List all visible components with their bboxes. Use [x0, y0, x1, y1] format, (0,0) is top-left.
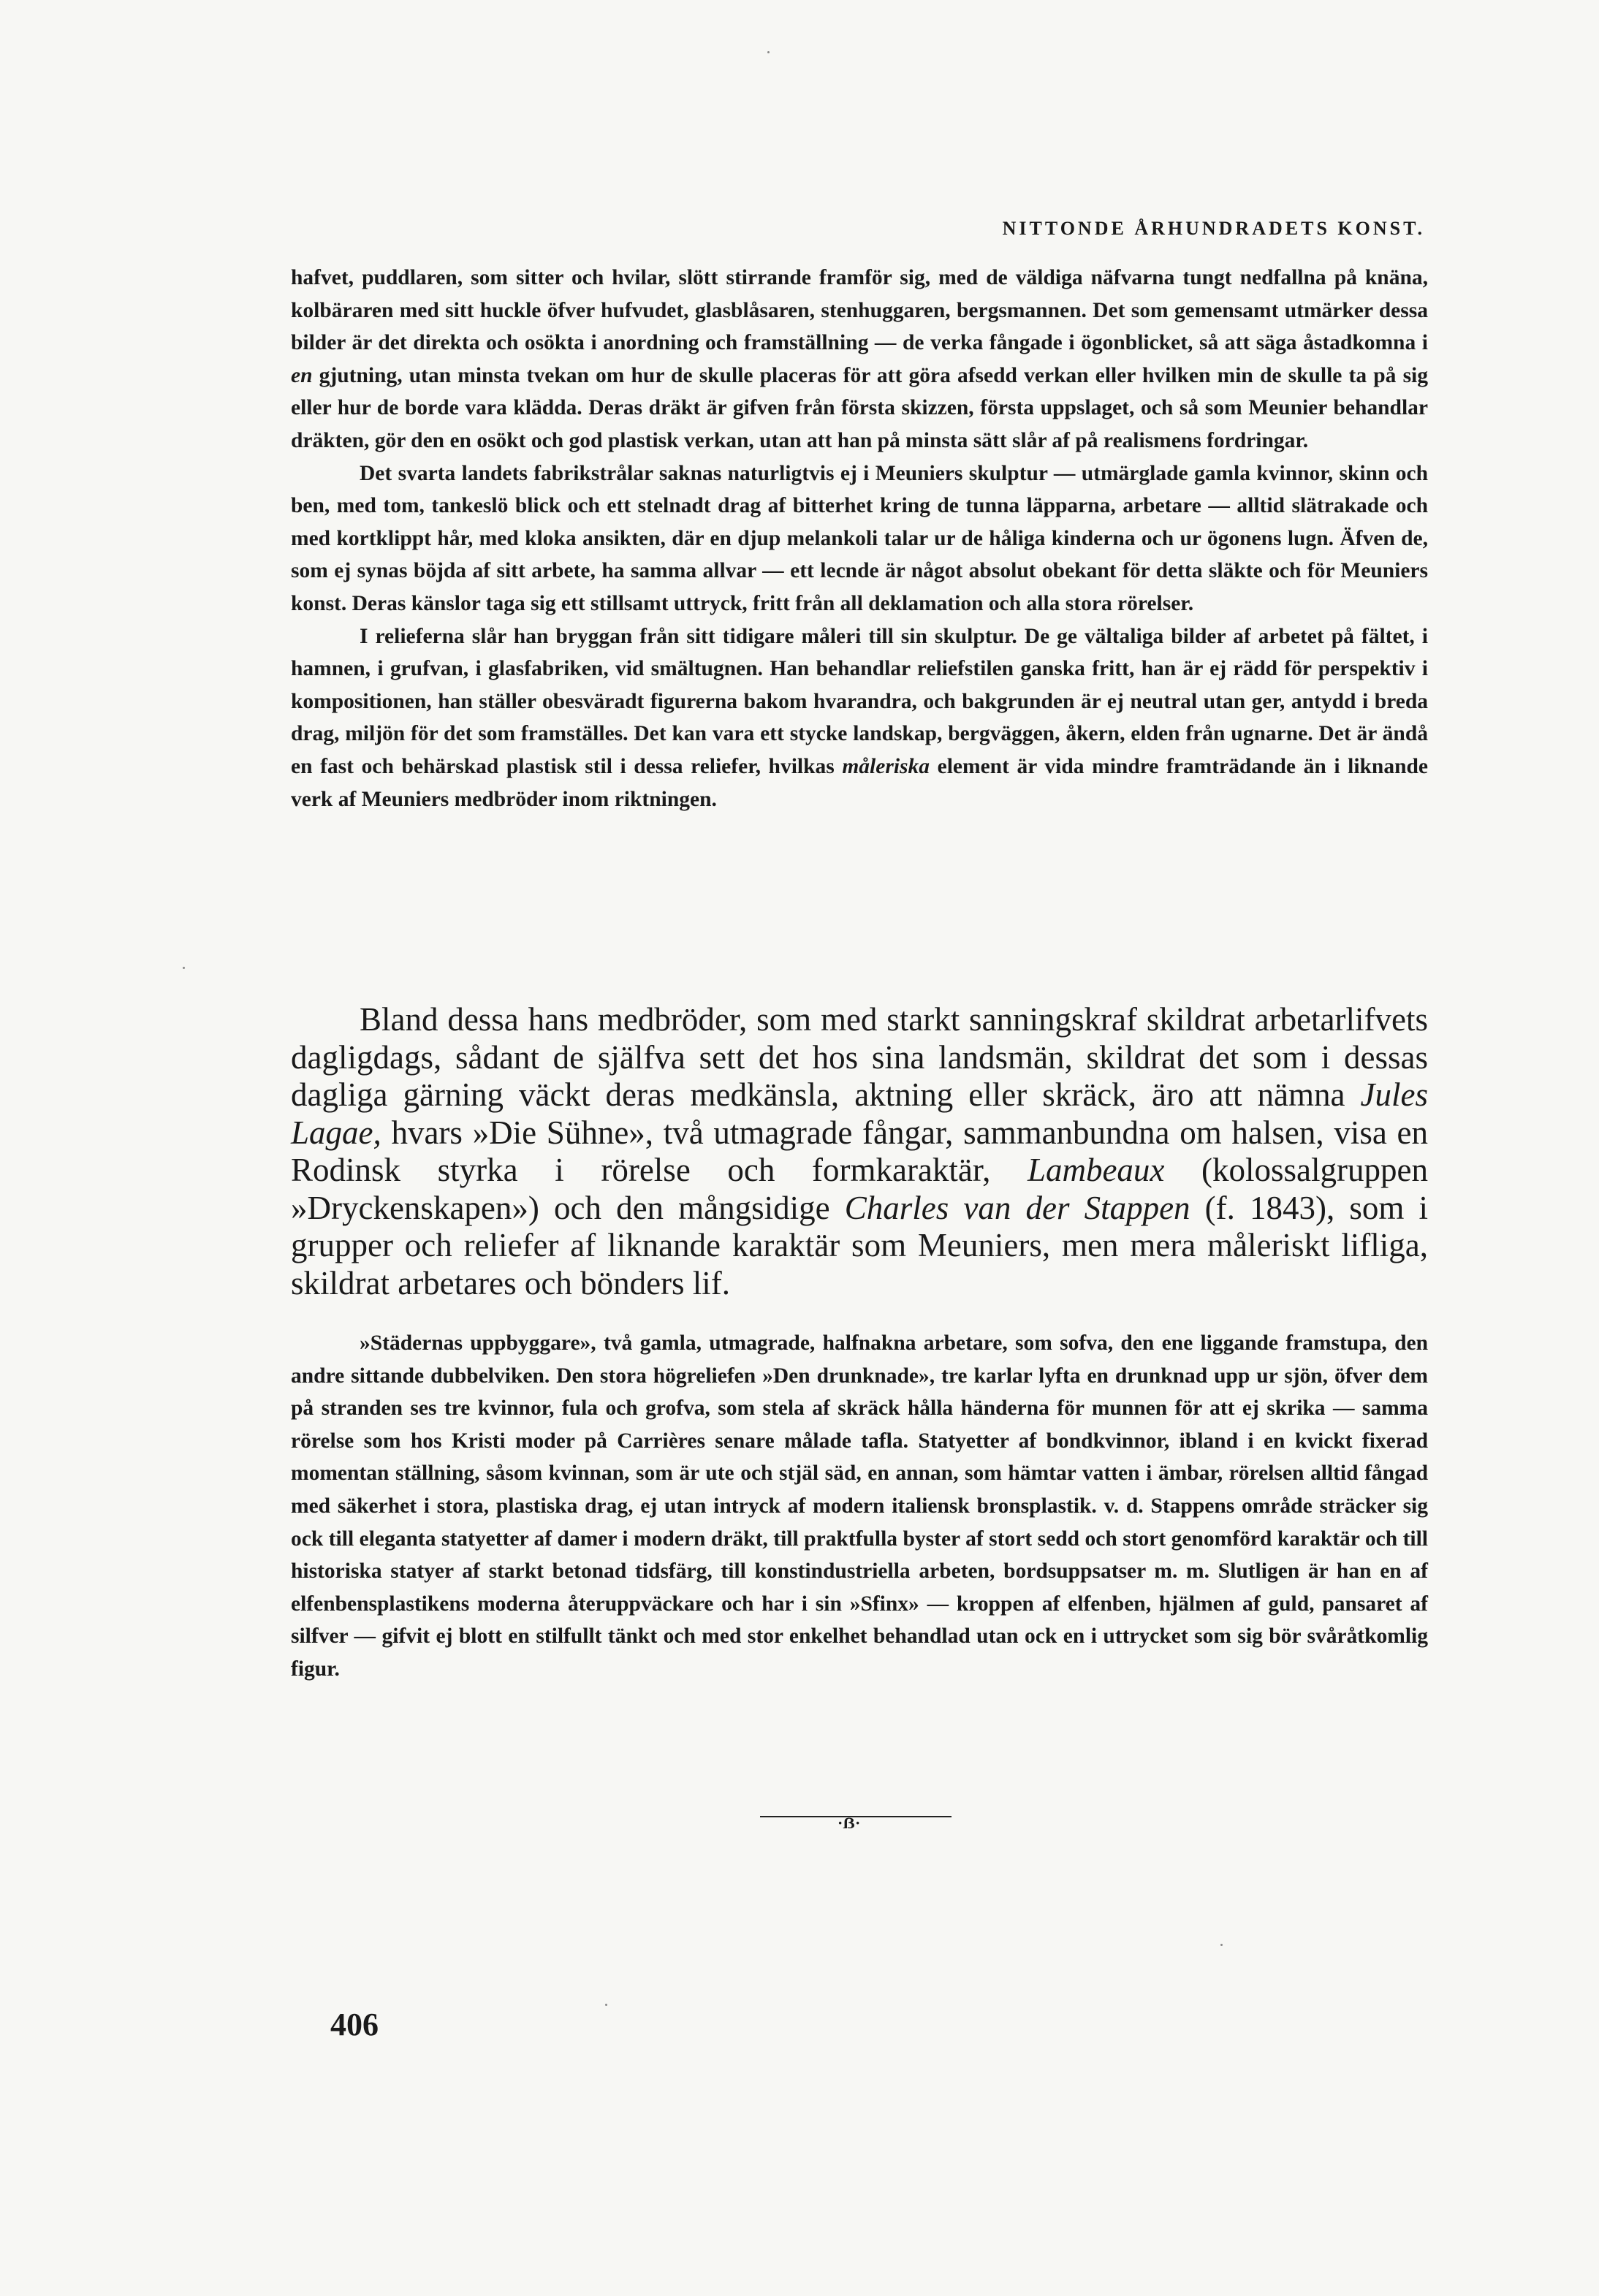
text: (f. 1843), som i grupper och reliefer af liknande karaktär som Meuniers, men mera måleriskt lifliga, skildrat arbetares och bönders lif.	[291, 1189, 1428, 1301]
text: gjutning, utan minsta tvekan om hur de skulle placeras för att göra afsedd verkan eller hvilken min de skulle ta på sig eller hur de borde vara klädda. Deras dräkt är gifven från första skizzen, första uppslaget, och så som Meunier behandlar dräkten, gör den en osökt och god plastisk verkan, utan att han på minsta sätt slår af på realismens fordringar.	[291, 363, 1428, 452]
text: hafvet, puddlaren, som sitter och hvilar, slött stirrande framför sig, med de väldiga näfvarna tungt nedfallna på knäna, kolbäraren med sitt huckle öfver hufvudet, glasblåsaren, stenhuggaren, bergsmannen. Det som gemensamt utmärker dessa bilder är det direkta och osökta i anordning och framställning — de verka fångade i ögonblicket, så att säga åstadkomna i	[291, 266, 1428, 355]
running-header: NITTONDE ÅRHUNDRADETS KONST.	[1002, 218, 1425, 239]
emphasis: en	[291, 363, 313, 387]
emphasis: Charles van der Stappen	[844, 1189, 1190, 1226]
text-block-1	[291, 262, 1428, 816]
speck	[605, 2004, 607, 2006]
text: I relieferna slår han bryggan från sitt tidigare måleri till sin skulptur. De ge vältaliga bilder af arbetet på fältet, i hamnen, i grufvan, i glasfabriken, vid smältugnen. Han behandlar reliefstilen ganska fritt, han är ej rädd för perspektiv i kompositionen, han ställer obesväradt figurerna bakom hvarandra, och bakgrunden är ej neutral utan ger, antydd i breda drag, miljön för det som framställes. Det kan vara ett stycke landskap, bergväggen, åkern, elden från ugnarne. Det är ändå en fast och behärskad plastisk stil i dessa reliefer, hvilkas	[291, 624, 1428, 778]
text: (kolossalgruppen »Dryckenskapen») och den mångsidige	[291, 1152, 1428, 1226]
text: Bland dessa hans medbröder, som med starkt sanningskraf skildrat arbetarlifvets dagligdags, sådant de själfva sett det hos sina landsmän, skildrat det som i dessas dagliga gärning väckt deras medkänsla, aktning eller skräck, äro att nämna	[291, 1001, 1428, 1113]
paragraph: »Städernas uppbyggare», två gamla, utmagrade, halfnakna arbetare, som sofva, den ene liggande framstupa, den andre sittande dubbelviken. Den stora högreliefen »Den drunknade», tre karlar lyfta en drunknad upp ur sjön, öfver dem på stranden ses tre kvinnor, fula och grofva, som stela af skräck hålla händerna för munnen för att ej skrika — samma rörelse som hos Kristi moder på Carrières senare målade tafla. Statyetter af bondkvinnor, ibland i en kvickt fixerad momentan ställning, såsom kvinnan, som är ute och stjäl säd, en annan, som hämtar vatten i ämbar, rörelsen alltid fångad med säkerhet i stora, plastiska drag, ej utan intryck af modern italiensk bronsplastik. v. d. Stappens område sträcker sig ock till eleganta statyetter af damer i modern dräkt, till praktfulla byster af stort sedd och stort genomförd karaktär och till historiska statyer af starkt betonad tidsfärg, till konstindustriella arbeten, bordsuppsatser m. m. Slutligen är han en af elfenbensplastikens moderna återuppväckare och har i sin »Sfinx» — kroppen af elfenben, hjälmen af guld, pansaret af silfver — gifvit ej blott en stilfullt tänkt och med stor enkelhet behandlad utan ock en i uttrycket som sig bör svåråtkomlig figur.	[291, 1331, 1428, 1681]
large-text-block	[291, 1001, 1428, 1302]
ornament-icon: ·ẞ·	[838, 1814, 861, 1832]
page-number: 406	[330, 2007, 379, 2042]
text-block-3	[291, 1327, 1428, 1686]
speck	[767, 51, 770, 53]
paragraph: Det svarta landets fabrikstrålar saknas naturligtvis ej i Meuniers skulptur — utmärglade gamla kvinnor, skinn och ben, med tom, tankeslö blick och ett stelnadt drag af bitterhet kring de tunna läpparna, arbetare — alltid slätrakade och med kortklippt hår, med kloka ansikten, där en djup melankoli talar ur de håliga kinderna och ur ögonens lugn. Äfven de, som ej synas böjda af sitt arbete, ha samma allvar — ett lecnde är något absolut obekant för detta släkte och för Meuniers konst. Deras känslor taga sig ett stillsamt uttryck, fritt från all deklamation och alla stora rörelser.	[291, 461, 1428, 615]
emphasis: måleriska	[842, 754, 930, 778]
paragraph	[291, 1001, 1428, 1302]
paragraph	[291, 262, 1428, 457]
speck	[183, 967, 185, 969]
paragraph	[291, 620, 1428, 816]
text: element är vida mindre framträdande än i liknande verk af Meuniers medbröder inom riktningen.	[291, 754, 1428, 811]
speck	[1220, 1944, 1223, 1946]
text: hvars »Die Sühne», två utmagrade fångar, sammanbundna om halsen, visa en Rodinsk styrka i rörelse och formkaraktär,	[291, 1114, 1428, 1188]
emphasis: Jules Lagae,	[291, 1076, 1428, 1151]
emphasis: Lambeaux	[1027, 1152, 1165, 1188]
